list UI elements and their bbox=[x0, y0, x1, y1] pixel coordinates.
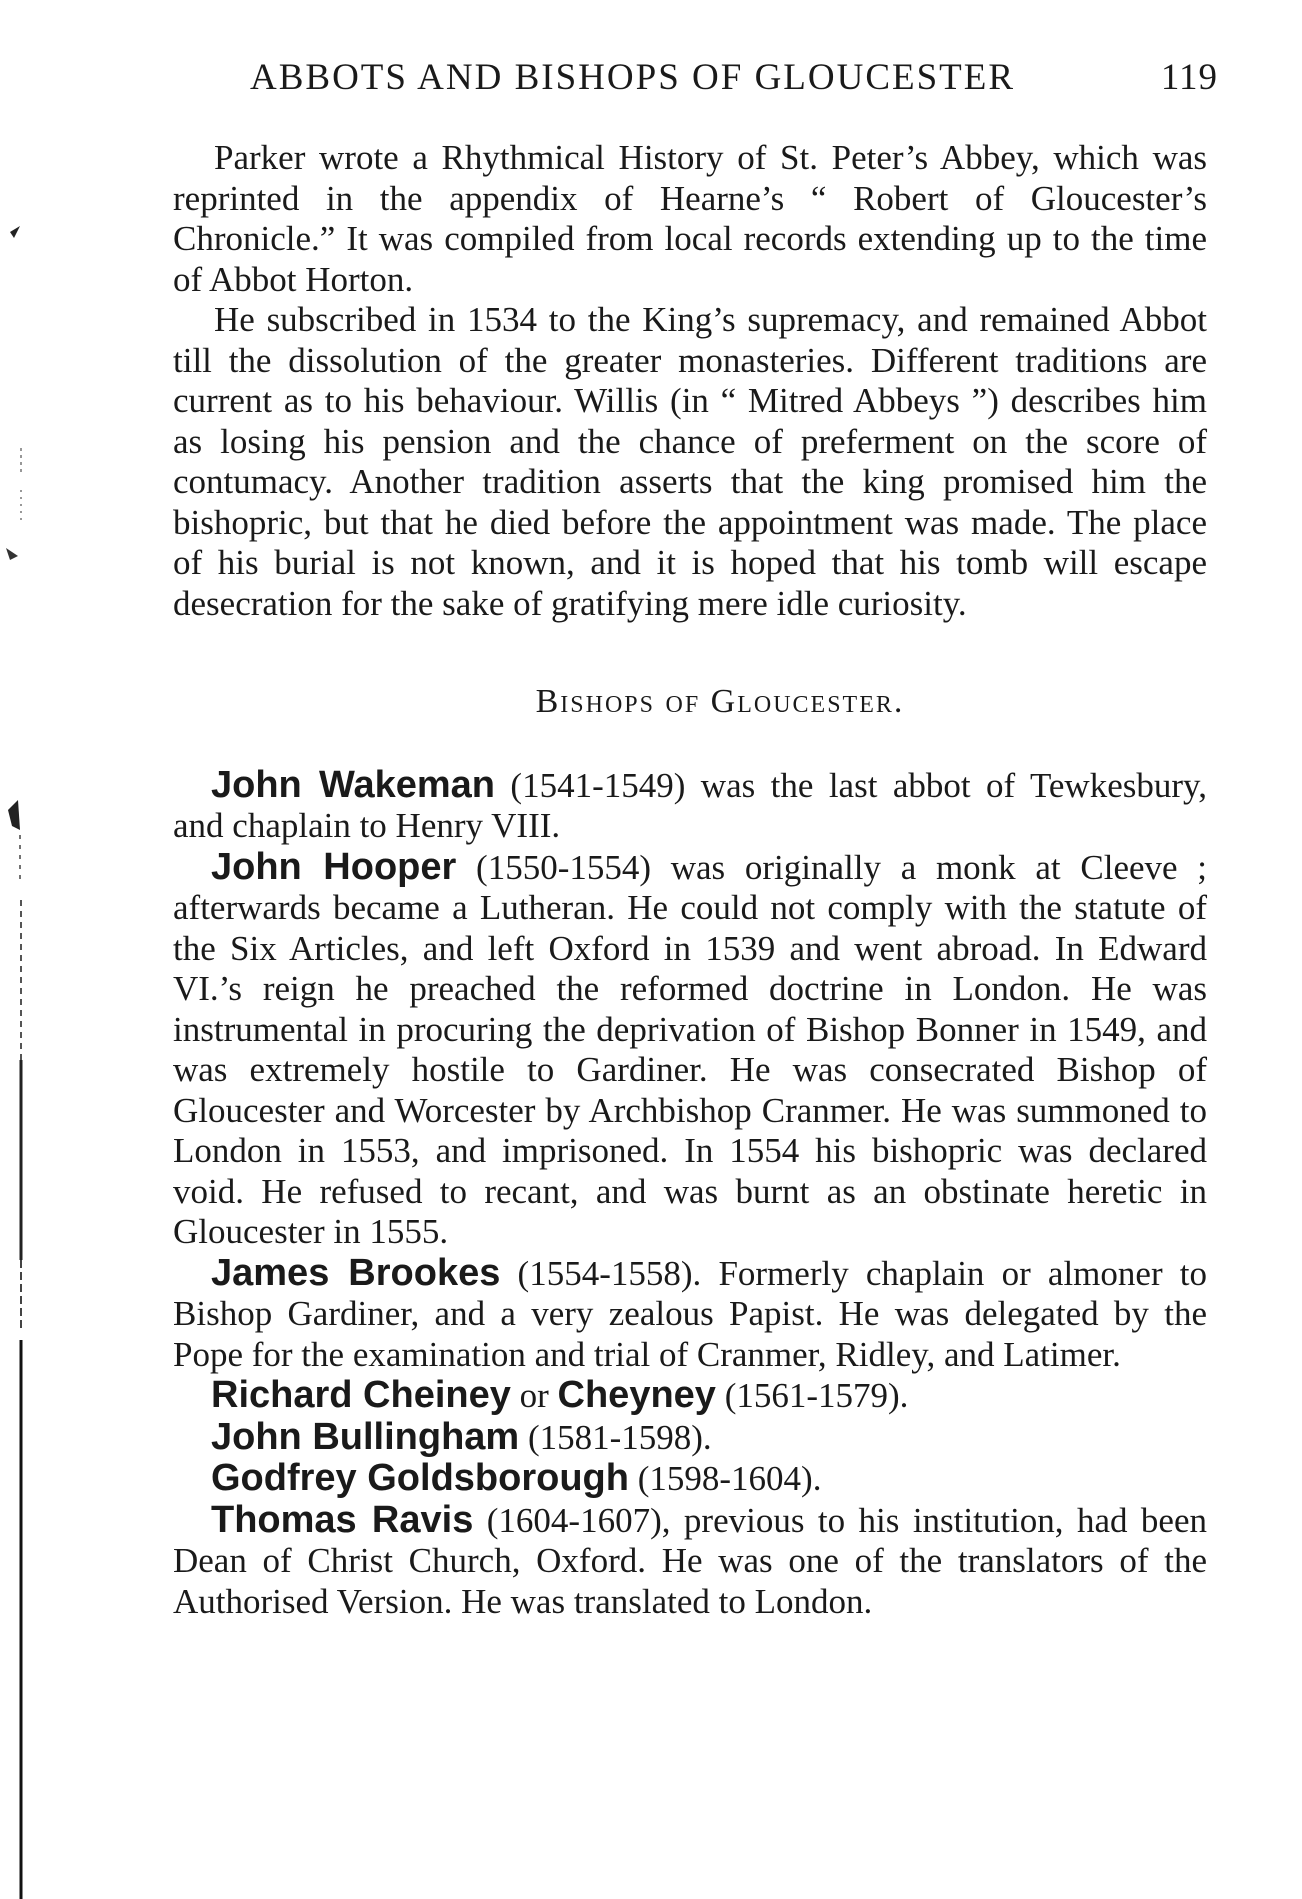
bishop-text: (1550-1554) was originally a monk at Cleeve ; afterwards became a Lutheran. He could not comply with the statute of the Six Articles, and left Oxford in 1539 and went abroad. In Edward VI.’s reign he preached the reformed doctrine in London. He was instrumental in procuring the deprivation of Bishop Bonner in 1549, and was extremely hostile to Gardiner. He was consecrated Bishop of Gloucester and Worcester by Archbishop Cranmer. He was summoned to London in 1553, and imprisoned. In 1554 his bishopric was declared void. He refused to recant, and was burnt as an obstinate heretic in Gloucester in 1555. bbox=[173, 847, 1208, 1251]
running-head-title: ABBOTS AND BISHOPS OF GLOUCESTER bbox=[250, 57, 1016, 98]
bishop-text: (1581-1598). bbox=[519, 1417, 712, 1457]
bishop-name: John Hooper bbox=[211, 845, 457, 888]
bishop-entry-cheiney bbox=[173, 1375, 1207, 1417]
bishop-text: (1604-1607), previous to his institution, had been Dean of Christ Church, Oxford. He was one of the translators of the Authorised Version. He was translated to London. bbox=[173, 1500, 1208, 1621]
bishop-text: (1541-1549) was the last abbot of Tewkesbury, and chaplain to Henry VIII. bbox=[173, 765, 1208, 845]
bishop-name: John Wakeman bbox=[211, 763, 495, 806]
bishop-name-alternate: Cheyney bbox=[557, 1374, 716, 1416]
bishop-name: Godfrey Goldsborough bbox=[211, 1457, 629, 1499]
bishop-name: John Bullingham bbox=[211, 1415, 520, 1458]
bishop-entry-wakeman bbox=[173, 765, 1207, 847]
intro-paragraph-1: Parker wrote a Rhythmical History of St. Peter’s Abbey, which was reprinted in the appendix of Hearne’s “ Robert of Gloucester’s Chronicle.” It was compiled from local records extending up to the time of Abbot Horton. bbox=[173, 138, 1207, 299]
binding-edge-marks bbox=[0, 0, 40, 1899]
bishop-text: (1598-1604). bbox=[628, 1459, 822, 1498]
bishop-entry-hooper bbox=[173, 847, 1207, 1253]
bishop-entry-goldsborough bbox=[173, 1458, 1207, 1500]
bishop-text: (1554-1558). Formerly chaplain or almoner to Bishop Gardiner, and a very zealous Papist. He was delegated by the Pope for the examination and trial of Cranmer, Ridley, and Latimer. bbox=[173, 1253, 1207, 1374]
body-text bbox=[173, 138, 1207, 1622]
running-head bbox=[250, 56, 1218, 99]
bishop-name: Richard Cheiney bbox=[211, 1374, 511, 1416]
section-heading bbox=[173, 682, 1207, 725]
bishop-name-connector: or bbox=[510, 1376, 558, 1415]
section-heading-text: Bishops of Gloucester. bbox=[535, 683, 905, 720]
page-number: 119 bbox=[1160, 57, 1218, 98]
bishop-name: James Brookes bbox=[211, 1251, 501, 1294]
bishop-entry-brookes bbox=[173, 1253, 1207, 1376]
bishop-entry-bullingham bbox=[173, 1417, 1207, 1459]
bishop-text: (1561-1579). bbox=[715, 1376, 909, 1415]
intro-paragraph-2: He subscribed in 1534 to the King’s supremacy, and remained Abbot till the dissolution of the greater monasteries. Different traditions are current as to his behaviour. Willis (in “ Mitred Abbeys ”) describes him as losing his pension and the chance of preferment on the score of contumacy. Another tradition asserts that the king promised him the bishopric, but that he died before the appointment was made. The place of his burial is not known, and it is hoped that his tomb will escape desecration for the sake of gratifying mere idle curiosity. bbox=[173, 300, 1207, 623]
bishop-entry-ravis bbox=[173, 1500, 1207, 1623]
bishop-name: Thomas Ravis bbox=[211, 1498, 474, 1541]
